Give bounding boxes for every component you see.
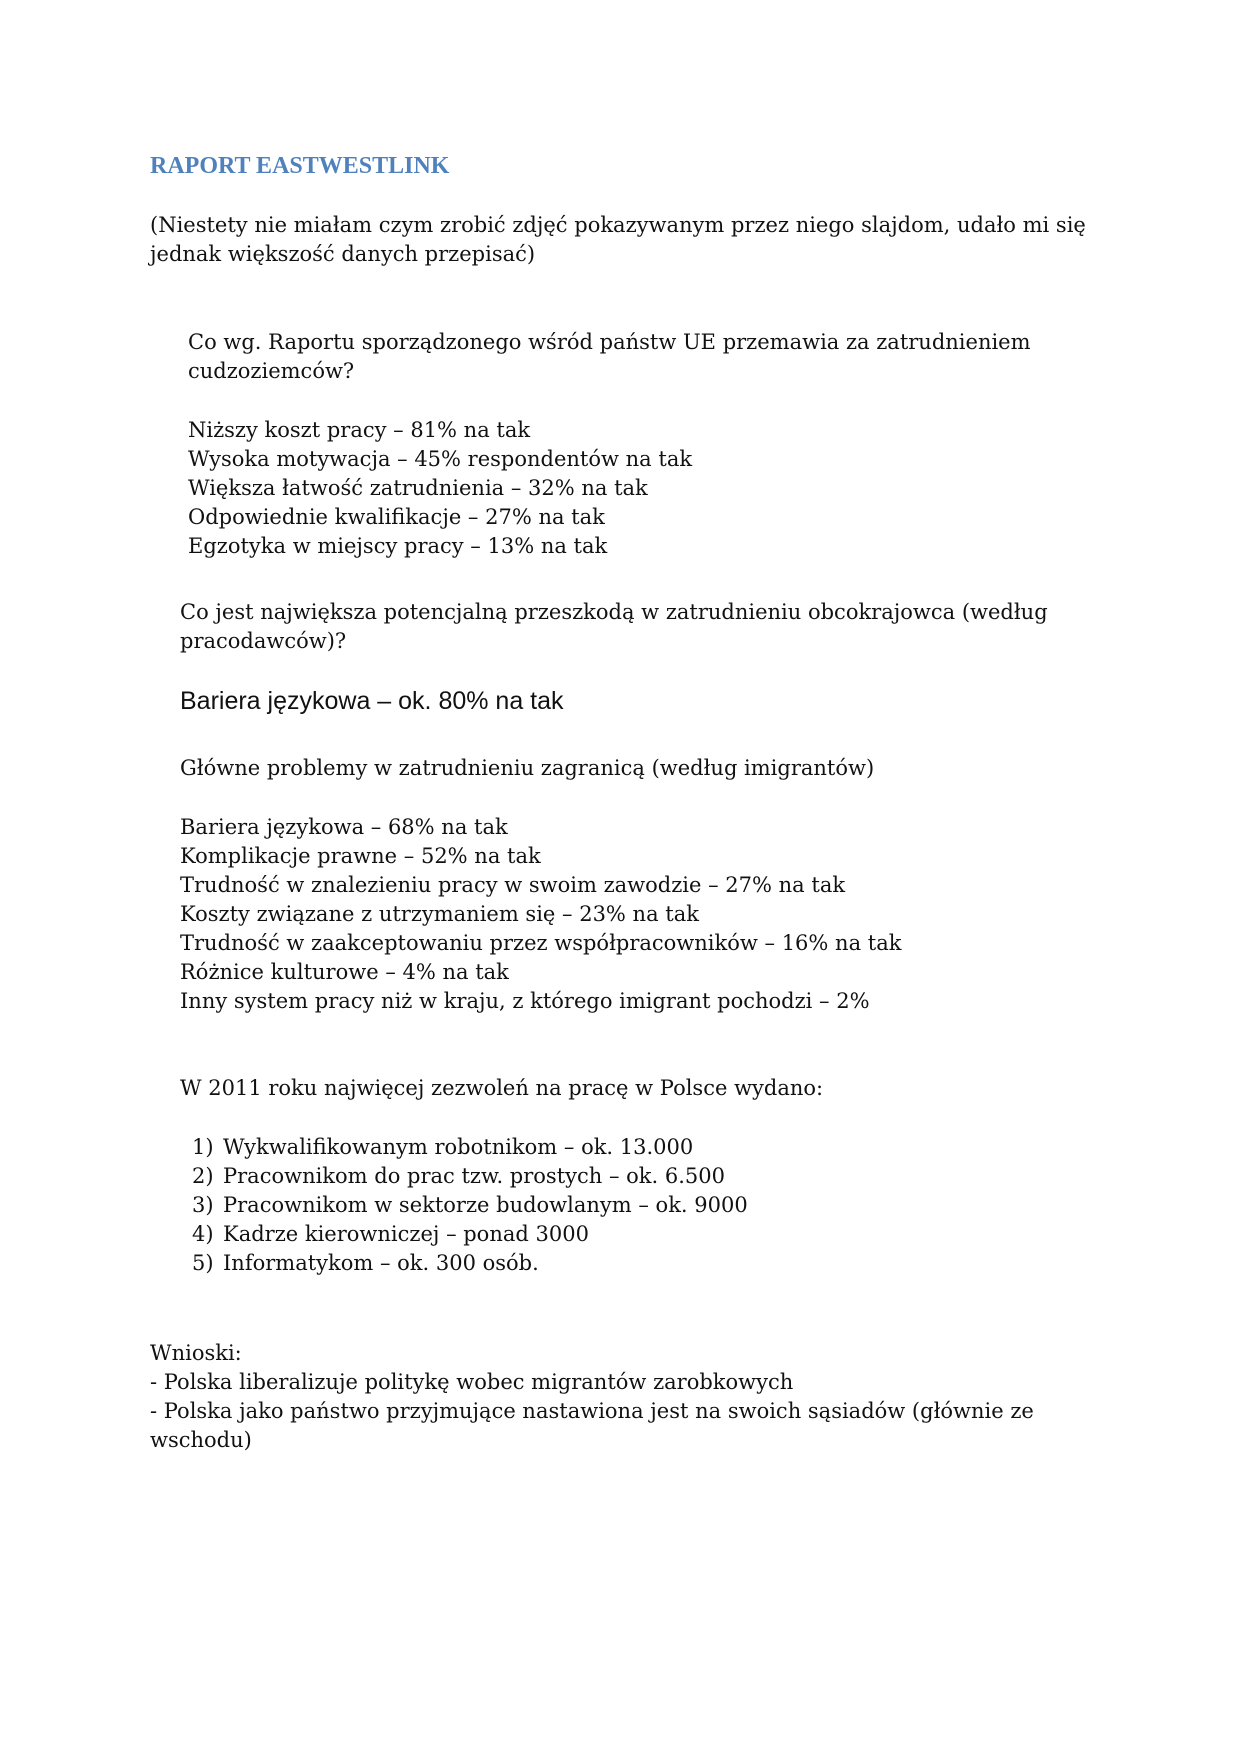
list-item: Różnice kulturowe – 4% na tak (180, 960, 509, 984)
item-number: 3) (192, 1193, 214, 1217)
question-line: Co wg. Raportu sporządzonego wśród państw UE przemawia za zatrudnieniem (188, 330, 1031, 354)
intro-note (150, 211, 1086, 269)
conclusion-line: - Polska liberalizuje politykę wobec migrantów zarobkowych (150, 1370, 794, 1394)
item-number: 1) (192, 1135, 214, 1159)
list-item: Trudność w zaakceptowaniu przez współpracowników – 16% na tak (180, 931, 902, 955)
question-line: pracodawców)? (180, 629, 347, 653)
item-text: Kadrze kierowniczej – ponad 3000 (223, 1222, 589, 1246)
document-title: RAPORT EASTWESTLINK (150, 153, 450, 179)
list-item: Odpowiednie kwalifikacje – 27% na tak (188, 505, 605, 529)
item-number: 5) (192, 1251, 214, 1275)
section3-list (180, 813, 901, 1016)
list-item: Większa łatwość zatrudnienia – 32% na tak (188, 476, 648, 500)
list-item: Koszty związane z utrzymaniem się – 23% na tak (180, 902, 699, 926)
question-line: cudzoziemców? (188, 359, 355, 383)
conclusion-line: - Polska jako państwo przyjmujące nastawiona jest na swoich sąsiadów (głównie ze (150, 1399, 1034, 1423)
section2-question (180, 598, 1048, 656)
conclusions-heading: Wnioski: (150, 1341, 242, 1365)
numbered-item (192, 1249, 748, 1278)
item-number: 2) (192, 1164, 214, 1188)
numbered-item (192, 1162, 748, 1191)
section3-question: Główne problemy w zatrudnieniu zagranicą (według imigrantów) (180, 756, 875, 780)
question-line: Co jest największa potencjalną przeszkodą w zatrudnieniu obcokrajowca (według (180, 600, 1048, 624)
list-item: Bariera językowa – 68% na tak (180, 815, 508, 839)
section2-answer: Bariera językowa – ok. 80% na tak (180, 687, 564, 715)
section1-list (188, 416, 692, 561)
section4-question: W 2011 roku najwięcej zezwoleń na pracę w Polsce wydano: (180, 1076, 824, 1100)
list-item: Inny system pracy niż w kraju, z którego imigrant pochodzi – 2% (180, 989, 870, 1013)
intro-line: (Niestety nie miałam czym zrobić zdjęć pokazywanym przez niego slajdom, udało mi się (150, 213, 1086, 237)
numbered-item (192, 1220, 748, 1249)
list-item: Wysoka motywacja – 45% respondentów na tak (188, 447, 693, 471)
item-text: Wykwalifikowanym robotnikom – ok. 13.000 (223, 1135, 694, 1159)
item-number: 4) (192, 1222, 214, 1246)
conclusion-line: wschodu) (150, 1428, 252, 1452)
item-text: Informatykom – ok. 300 osób. (223, 1251, 539, 1275)
item-text: Pracownikom w sektorze budowlanym – ok. 9000 (223, 1193, 748, 1217)
section4-numbered-list (192, 1133, 748, 1278)
list-item: Trudność w znalezieniu pracy w swoim zawodzie – 27% na tak (180, 873, 846, 897)
list-item: Komplikacje prawne – 52% na tak (180, 844, 541, 868)
intro-line: jednak większość danych przepisać) (150, 242, 536, 266)
list-item: Niższy koszt pracy – 81% na tak (188, 418, 531, 442)
numbered-item (192, 1133, 748, 1162)
numbered-item (192, 1191, 748, 1220)
section1-question (188, 328, 1031, 386)
list-item: Egzotyka w miejscy pracy – 13% na tak (188, 534, 608, 558)
item-text: Pracownikom do prac tzw. prostych – ok. 6.500 (223, 1164, 725, 1188)
conclusions (150, 1339, 1034, 1455)
